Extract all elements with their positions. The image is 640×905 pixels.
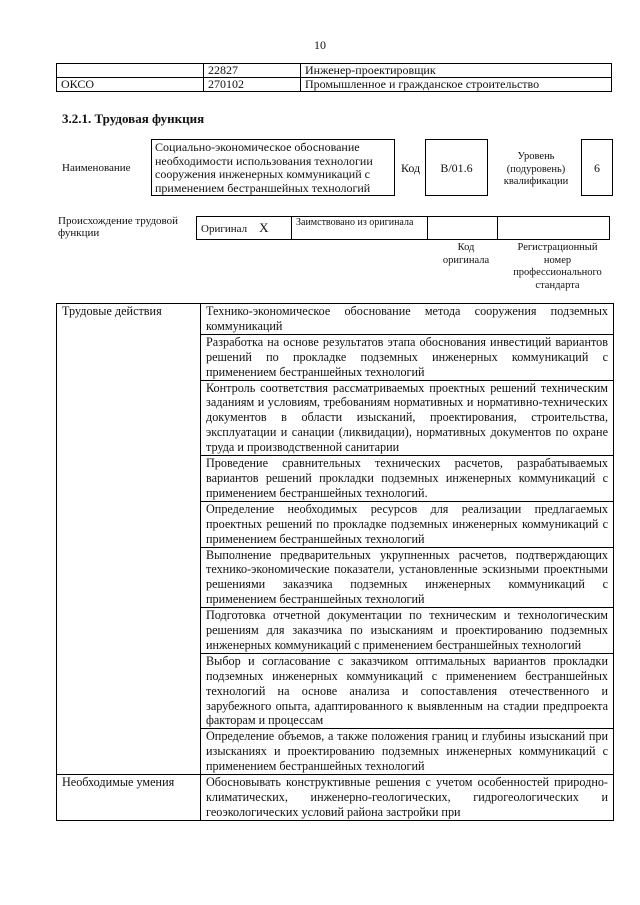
registration-caption: Регистрационный номер профессионального стандарта	[513, 242, 602, 291]
section-title: 3.2.1. Трудовая функция	[62, 111, 205, 126]
labor-action: Технико-экономическое обоснование метода сооружения подземных коммуникаций	[201, 304, 614, 335]
classifier-code: 22827	[204, 64, 301, 78]
table-row	[197, 217, 610, 240]
code-caption: Код оригинала	[442, 242, 490, 266]
classifier-codes-table	[56, 63, 612, 92]
labor-action: Проведение сравнительных технических расчетов, разрабатываемых вариантов решений прокладки подземных инженерных коммуникаций с применением бестраншейных технологий.	[201, 456, 614, 502]
registration-number-cell	[498, 217, 610, 240]
original-mark: X	[259, 220, 269, 235]
code-label: Код	[401, 161, 421, 175]
labor-actions-header: Трудовые действия	[57, 304, 201, 775]
classifier-title: Промышленное и гражданское строительство	[301, 78, 612, 92]
table-row	[57, 775, 614, 821]
original-label: Оригинал	[201, 223, 248, 235]
name-label: Наименование	[62, 162, 131, 174]
classifier-name: ОКСО	[57, 78, 204, 92]
required-skill: Обосновывать конструктивные решения с учетом особенностей природно-климатических, инженерно-геологических, гидрогеологических и геоэкологических условий района застройки при	[201, 775, 614, 821]
labor-action: Определение необходимых ресурсов для реализации предлагаемых проектных решений по прокладке подземных инженерных коммуникаций с применением бестраншейных технологий	[201, 501, 614, 547]
original-code-cell	[428, 217, 498, 240]
original-cell	[197, 217, 292, 240]
labor-action: Разработка на основе результатов этапа обоснования инвестиций вариантов решений по прокладке подземных инженерных коммуникаций с применением бестраншейных технологий	[201, 334, 614, 380]
function-name: Социально-экономическое обоснование необходимости использования технологии сооружения инженерных коммуникаций с применением бестраншейных технологий	[151, 139, 395, 196]
labor-action: Выполнение предварительных укрупненных расчетов, подтверждающих технико-экономические показатели, установленные эскизными проектными решениями заказчика подземных инженерных коммуникаций с применением бестраншейных технологий	[201, 547, 614, 608]
classifier-name	[57, 64, 204, 78]
labor-action: Подготовка отчетной документации по техническим и технологическим решениям для заказчика по изысканиям и проектированию подземных инженерных коммуникаций с применением бестраншейных технологий	[201, 608, 614, 654]
origin-table	[196, 216, 610, 240]
classifier-code: 270102	[204, 78, 301, 92]
function-code: В/01.6	[425, 139, 488, 196]
labor-action: Контроль соответствия рассматриваемых проектных решений техническим заданиям и условиям, требованиям нормативных и нормативно-технических документов в области изысканий, проектирования, строительства, эксплуатации и санации (ликвидации), нормативных документов по охране труда и производственной санитарии	[201, 380, 614, 456]
table-row	[57, 304, 614, 335]
table-row	[57, 64, 612, 78]
labor-action: Выбор и согласование с заказчиком оптимальных вариантов прокладки подземных инженерных коммуникаций с применением бестраншейных технологий на основе анализа и сопоставления отечественного и зарубежного опыта, адаптированного к выявленным на стадии предпроекта факторам и процессам	[201, 653, 614, 729]
classifier-title: Инженер-проектировщик	[301, 64, 612, 78]
page-number: 10	[314, 38, 326, 52]
required-skills-header: Необходимые умения	[57, 775, 201, 821]
level-label: Уровень (подуровень) квалификации	[503, 151, 569, 187]
table-row	[57, 78, 612, 92]
origin-label: Происхождение трудовой функции	[58, 215, 179, 239]
qualification-level: 6	[581, 139, 613, 196]
labor-function-table	[56, 303, 614, 821]
labor-action: Определение объемов, а также положения границ и глубины изысканий при изысканиях и проектированию подземных инженерных коммуникаций с применением бестраншейных технологий	[201, 729, 614, 775]
borrowed-label: Заимствовано из оригинала	[292, 217, 428, 240]
